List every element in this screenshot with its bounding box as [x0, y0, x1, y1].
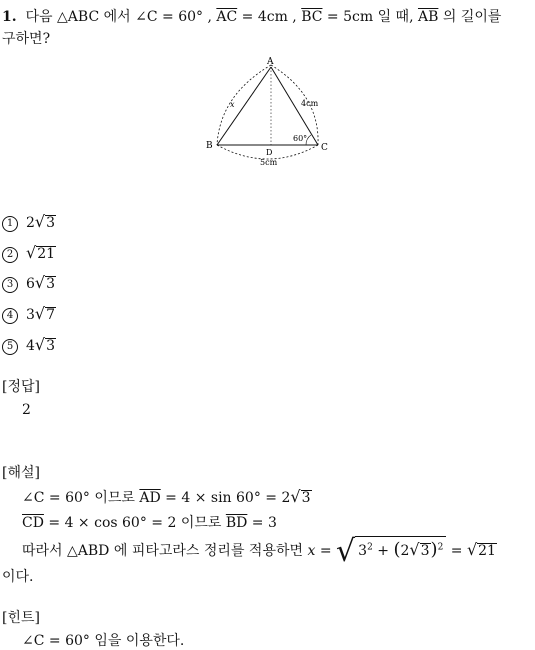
choice-2-number: 2	[2, 247, 18, 263]
label-ac-length: 4cm	[301, 99, 319, 108]
choice-5-number: 5	[2, 339, 18, 355]
choice-4-number: 4	[2, 308, 18, 324]
sqrt-icon: √	[409, 540, 420, 559]
radicand-plus: +	[372, 543, 394, 559]
hint-heading: [힌트]	[2, 610, 40, 626]
question-text-suffix: 의 길이를	[438, 9, 502, 25]
label-a: A	[267, 57, 274, 67]
label-x: x	[230, 100, 235, 109]
triangle-figure	[200, 55, 340, 170]
sqrt-icon: √	[466, 540, 478, 559]
question-text-mid2: = 5cm 일 때,	[322, 9, 418, 25]
choice-1-coef: 2	[26, 215, 35, 231]
choice-3-radicand: 3	[46, 276, 56, 292]
choice-1[interactable]	[2, 212, 56, 232]
answer-value: 2	[22, 402, 31, 418]
choice-1-radicand: 3	[46, 215, 56, 231]
question-line-1	[2, 6, 501, 26]
label-c: C	[321, 143, 328, 153]
choice-3[interactable]	[2, 273, 56, 293]
explanation-l1-pre: ∠C = 60° 이므로	[22, 490, 140, 506]
explanation-l1-mid: = 4 × sin 60° = 2	[160, 490, 291, 506]
explanation-l3-pre: 따라서 △ABD 에 피타고라스 정리를 적용하면	[22, 543, 308, 559]
choice-2-radicand: 21	[37, 246, 56, 262]
choice-3-coef: 6	[26, 276, 35, 292]
label-b: B	[206, 141, 213, 151]
sqrt-icon: √	[34, 335, 46, 354]
explanation-line-1	[22, 487, 312, 507]
sqrt-icon: √	[34, 212, 46, 231]
variable-x: x	[307, 543, 316, 559]
sqrt-icon: √	[34, 273, 46, 292]
segment-bc: $\overline{BC}$	[301, 9, 323, 25]
choice-1-number: 1	[2, 216, 18, 232]
explanation-line-2	[22, 512, 277, 532]
radicand-term-2-rad: 3	[420, 543, 430, 559]
choice-4-coef: 3	[26, 307, 35, 323]
explanation-l1-radicand: 3	[301, 490, 311, 506]
explanation-l2-mid: = 4 × cos 60° = 2 이므로	[43, 515, 226, 531]
paren-open: (	[393, 539, 401, 560]
label-bc-length: 5cm	[260, 158, 278, 167]
segment-bd: $\overline{BD}$	[225, 515, 248, 531]
explanation-heading: [해설]	[2, 465, 40, 481]
answer-heading: [정답]	[2, 379, 40, 395]
question-number: 1.	[2, 9, 17, 25]
big-sqrt-icon: √	[336, 534, 356, 569]
segment-cd: $\overline{CD}$	[22, 515, 44, 531]
radicand-term-1: 3	[358, 543, 368, 559]
explanation-line-4: 이다.	[2, 569, 34, 585]
sqrt-icon: √	[290, 487, 301, 506]
label-angle-c: 60°	[293, 134, 308, 143]
hint-text: ∠C = 60° 임을 이용한다.	[22, 633, 185, 649]
sqrt-icon: √	[34, 304, 46, 323]
choice-5[interactable]	[2, 335, 56, 355]
choice-4-radicand: 7	[46, 307, 56, 323]
question-line-2: 구하면?	[2, 31, 51, 47]
segment-ab: $\overline{AB}$	[417, 9, 439, 25]
explanation-l3-result: 21	[478, 543, 496, 559]
radicand-term-2-exp: 2	[437, 542, 444, 553]
paren-close: )	[430, 539, 438, 560]
radicand-term-1-exp: 2	[367, 542, 373, 553]
sqrt-icon: √	[26, 243, 37, 262]
explanation-line-3	[22, 534, 497, 569]
explanation-l3-eq: =	[315, 543, 337, 559]
choice-3-number: 3	[2, 277, 18, 293]
explanation-l2-end: = 3	[247, 515, 277, 531]
choice-5-coef: 4	[26, 338, 35, 354]
segment-ac: $\overline{AC}$	[216, 9, 238, 25]
side-ab	[217, 67, 271, 145]
choice-2[interactable]	[2, 243, 56, 263]
segment-ad: $\overline{AD}$	[139, 490, 161, 506]
question-text-prefix: 다음 △ABC 에서 ∠C = 60° ,	[25, 9, 217, 25]
question-text-mid1: = 4cm ,	[237, 9, 302, 25]
label-d: D	[266, 148, 273, 157]
choice-4[interactable]	[2, 304, 56, 324]
explanation-l3-radicand	[355, 536, 446, 560]
choice-5-radicand: 3	[46, 338, 56, 354]
radicand-term-2-coef: 2	[400, 543, 410, 559]
explanation-l3-eq2: =	[446, 543, 467, 559]
